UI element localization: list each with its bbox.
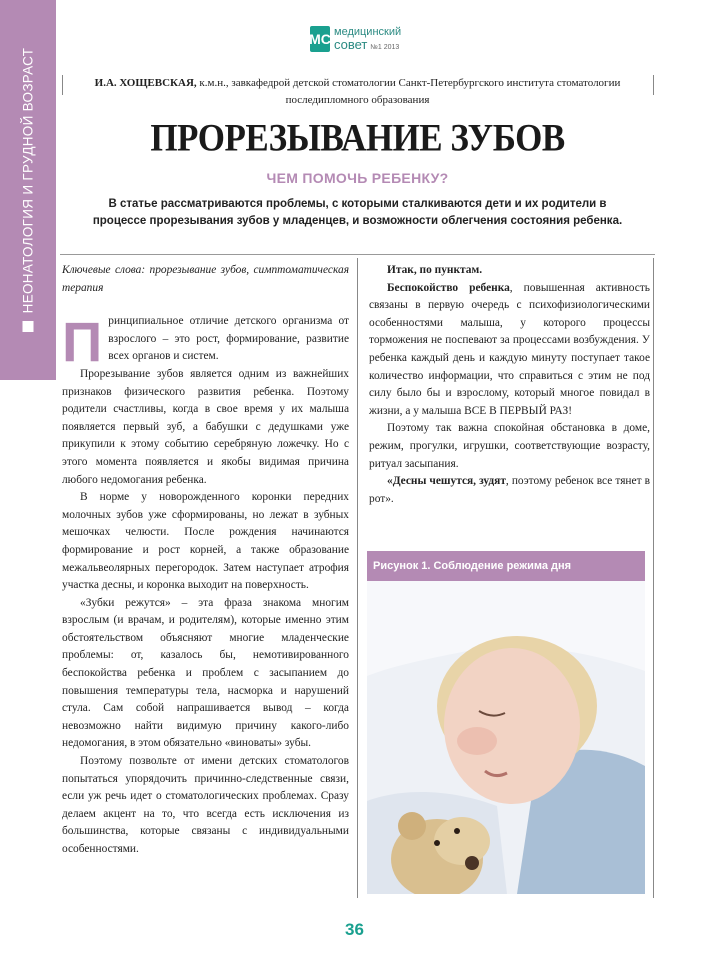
- article-title: ПРОРЕЗЫВАНИЕ ЗУБОВ: [150, 115, 565, 160]
- page-number: 36: [345, 920, 364, 939]
- sleeping-baby-photo: [367, 581, 645, 894]
- author-details: к.м.н., завкафедрой детской стоматологии Санкт-Петербургского института стоматологии последипломного образования: [199, 77, 621, 106]
- author-name: И.А. ХОЩЕВСКАЯ,: [94, 77, 197, 89]
- logo-line2: [334, 38, 401, 51]
- left-column: [62, 262, 349, 859]
- logo-mark-icon: MC: [310, 26, 330, 52]
- author-line: [70, 75, 645, 109]
- sidebar-square-icon: [23, 321, 34, 332]
- keywords: Ключевые слова: прорезывание зубов, симптоматическая терапия: [62, 264, 349, 294]
- paragraph: Поэтому позвольте от имени детских стоматологов попытаться упорядочить причинно-следственные связи, если уж речь идет о стоматологических проблемах. Сразу делаем акцент на то, что всегда есть исключения из большинства, которые связаны с индивидуальными особенностями.: [62, 755, 349, 855]
- point-heading: «Десны чешутся, зудят: [387, 475, 506, 488]
- intro-text: ринципиальное отличие детского организма от взрослого – это рост, формирование, развитие всех органов и систем.: [108, 315, 349, 363]
- drop-cap: П: [62, 310, 103, 374]
- right-column: [369, 262, 650, 508]
- logo-text: [334, 27, 401, 51]
- article-lead: В статье рассматриваются проблемы, с которыми сталкиваются дети и их родители в процессе прорезывания зубов у младенцев, и возможности облегчения состояния ребенка.: [92, 198, 623, 227]
- points-heading: Итак, по пунктам.: [387, 264, 483, 276]
- point-heading: Беспокойство ребенка: [387, 281, 510, 294]
- paragraph: Прорезывание зубов является одним из важнейших признаков физического развития ребенка. Поэтому родители счастливы, когда в свое время у их малыша появляется первый зуб, а бабушки с дедушками уже прикупили к этому событию серебряную ложечку. Но с этого момента появляется и якобы видимая причина любого недомогания ребенка.: [62, 367, 349, 486]
- paragraph: «Зубки режутся» – эта фраза знакома многим взрослым (и врачам, и родителям), которые именно этим обстоятельством объясняют многие младенческие проблемы: от, казалось бы, немотивированного беспокойства ребенка и проблем с засыпанием до повышения температуры тела, насморка и нарушений стула. Сам собой напрашивается вывод – когда невозможно найти видимую причину какого-либо недомогания, в этом обязательно «виноваты» зубы.: [62, 596, 349, 750]
- section-label: НЕОНАТОЛОГИЯ И ГРУДНОЙ ВОЗРАСТ: [20, 47, 36, 314]
- header-rule-right: [653, 75, 654, 95]
- column-divider: [357, 258, 358, 898]
- point-text: , повышенная активность связаны в первую очередь с психофизиологическими особенностями малыша, у которого процессы торможения не поспевают за процессами возбуждения. У ребенка каждый день и каждую минуту поступает такое количество информации, что справиться с этим не под силу было бы и взрослому, который многое повидал в жизни, а у малыша ВСЕ В ПЕРВЫЙ РАЗ!: [369, 281, 651, 417]
- point-text: , поэтому ребенок все тянет в рот».: [369, 475, 650, 505]
- paragraph: Поэтому так важна спокойная обстановка в доме, режим, прогулки, игрушки, соответствующие возрасту, ритуал засыпания.: [369, 422, 650, 470]
- paragraph: [369, 280, 650, 421]
- right-border: [653, 258, 654, 898]
- figure-1: [367, 551, 645, 894]
- header-divider: [60, 254, 655, 255]
- section-sidebar: [0, 0, 56, 380]
- figure-caption: Рисунок 1. Соблюдение режима дня: [367, 551, 645, 581]
- paragraph: В норме у новорожденного коронки передних молочных зубов уже сформированы, но лежат в зубных мешочках челюсти. После рождения начинаются формирование и рост корней, а также образование межальвеолярных перегородок. Затем наступает атрофия участка десны, и коронка выходит на поверхность.: [62, 491, 349, 592]
- journal-logo: [310, 22, 410, 56]
- paragraph: [369, 473, 650, 508]
- header-rule-left: [62, 75, 63, 95]
- paragraph: [369, 262, 650, 280]
- article-subtitle: ЧЕМ ПОМОЧЬ РЕБЕНКУ?: [266, 170, 449, 186]
- logo-line1: медицинский: [334, 26, 402, 38]
- intro-paragraph: [62, 310, 349, 374]
- section-label-wrap: [21, 0, 36, 380]
- logo-issue: №1 2013: [370, 44, 400, 51]
- logo-line2-text: совет: [334, 37, 368, 52]
